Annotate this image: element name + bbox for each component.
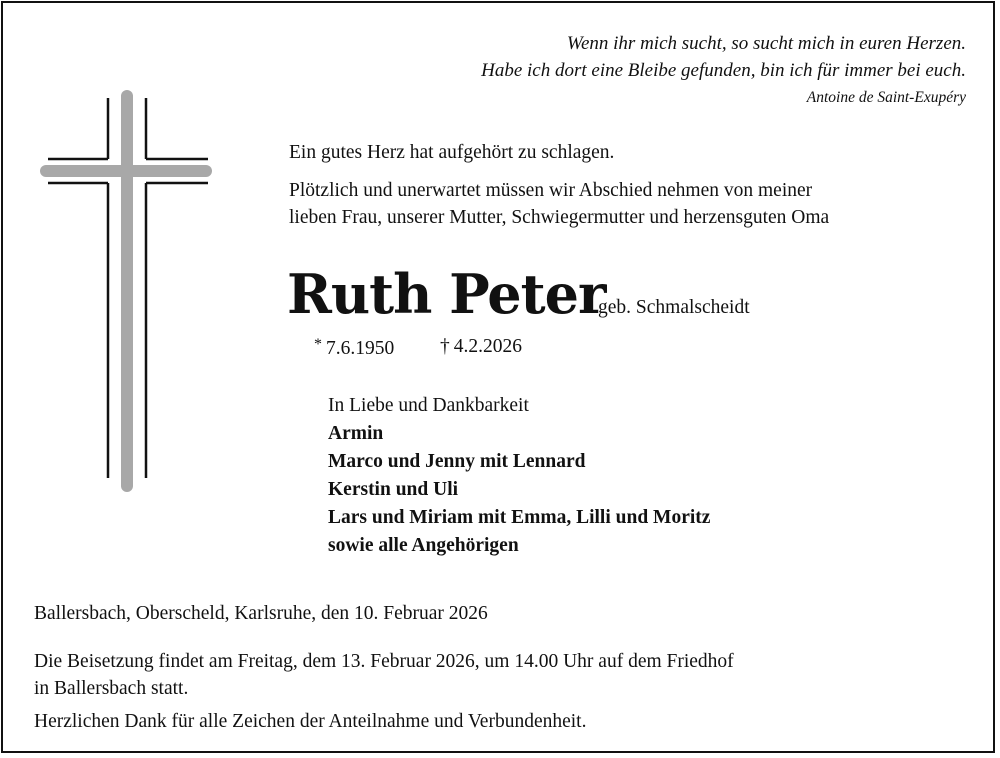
mourner-name: sowie alle Angehörigen [328,535,519,556]
quote-line-1: Wenn ihr mich sucht, so sucht mich in euren Herzen. [566,33,966,54]
birth-star-icon: * [314,336,322,353]
latin-cross-icon [40,88,216,498]
farewell-message [289,177,829,231]
place-and-date: Ballersbach, Oberscheld, Karlsruhe, den 10. Februar 2026 [34,603,488,624]
mourner-name: Kerstin und Uli [328,479,459,500]
death-dagger-icon: † [440,336,450,357]
quote-author: Antoine de Saint-Exupéry [806,89,966,106]
funeral-line-1: Die Beisetzung findet am Freitag, dem 13. Februar 2026, um 14.00 Uhr auf dem Friedhof [34,651,734,672]
intro-sentence: Ein gutes Herz hat aufgehört zu schlagen. [289,142,615,163]
message-line-2: lieben Frau, unserer Mutter, Schwiegermutter und herzensguten Oma [289,207,830,228]
quote-line-2: Habe ich dort eine Bleibe gefunden, bin ich für immer bei euch. [481,60,966,81]
thanks-note: Herzlichen Dank für alle Zeichen der Anteilnahme und Verbundenheit. [34,711,587,732]
mourners-list [328,392,710,560]
message-line-1: Plötzlich und unerwartet müssen wir Abschied nehmen von meiner [289,180,813,201]
mourner-name: Lars und Miriam mit Emma, Lilli und Moritz [328,507,711,528]
epigraph-quote [481,30,966,110]
mourner-name: Marco und Jenny mit Lennard [328,451,586,472]
maiden-name: geb. Schmalscheidt [598,297,750,318]
mourner-name: Armin [328,423,384,444]
life-dates [314,336,522,360]
funeral-line-2: in Ballersbach statt. [34,678,189,699]
death-date-group [440,336,522,358]
birth-date: 7.6.1950 [326,338,395,359]
mourners-lead: In Liebe und Dankbarkeit [328,395,529,416]
funeral-info [34,648,734,702]
deceased-name: Ruth Peter [287,262,606,326]
death-date: 4.2.2026 [453,336,522,357]
